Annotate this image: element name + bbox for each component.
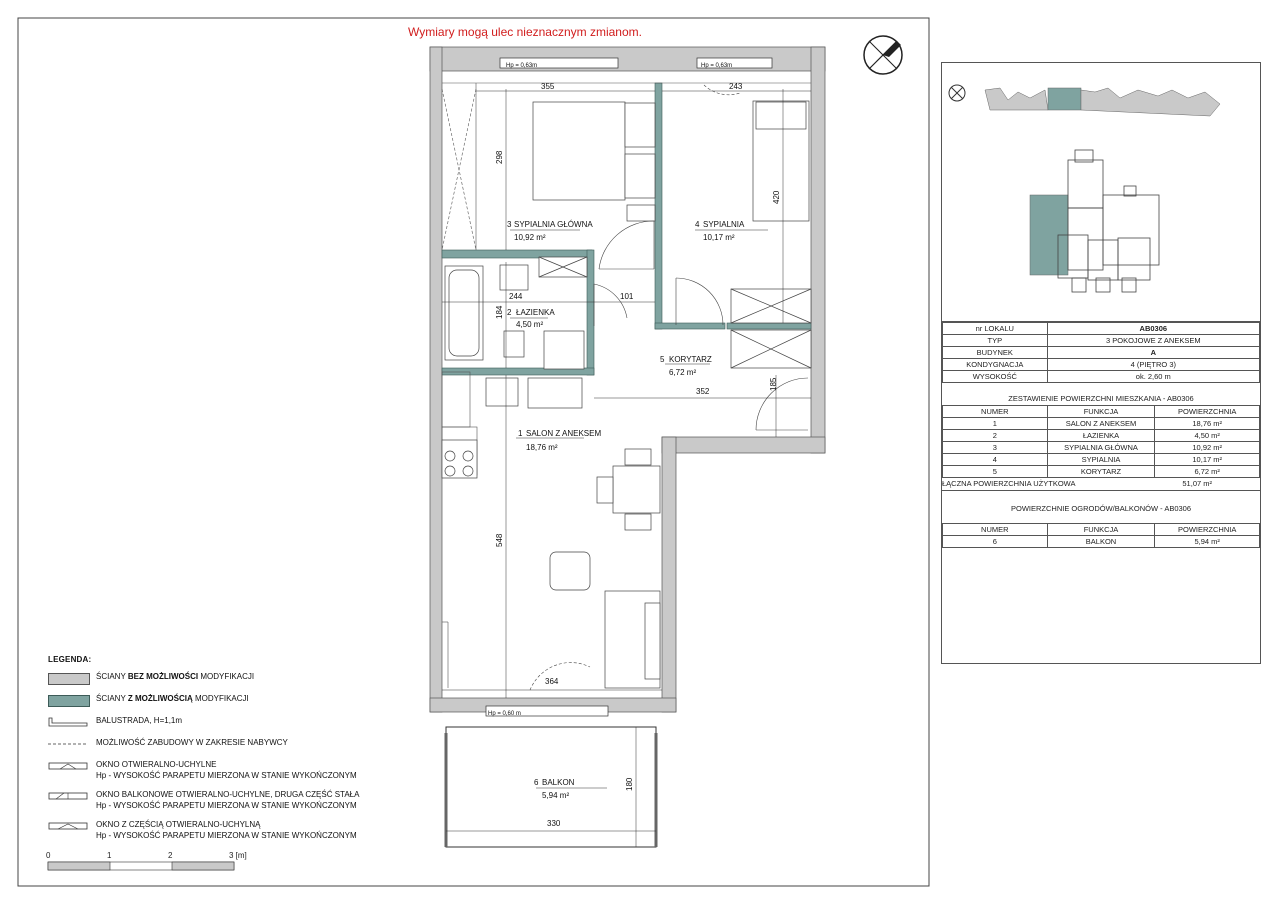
dim-101: 101	[620, 292, 634, 301]
table-header-row: NUMER FUNKCJA POWIERZCHNIA	[943, 406, 1260, 418]
legend-item-wall-fixed: ŚCIANY BEZ MOŻLIWOŚCI MODYFIKACJI	[48, 669, 408, 691]
room-1-name: SALON Z ANEKSEM	[526, 429, 602, 438]
armchair	[550, 552, 590, 590]
legend-item-wall-modifiable: ŚCIANY Z MOŻLIWOŚCIĄ MODYFIKACJI	[48, 691, 408, 713]
window-tilt-symbol-icon	[48, 761, 88, 771]
room-4-area: 10,17 m²	[703, 233, 735, 242]
table-row: 3 SYPIALNIA GŁÓWNA 10,92 m²	[943, 442, 1260, 454]
table-row: TYP 3 POKOJOWE Z ANEKSEM	[943, 335, 1260, 347]
legend	[48, 655, 408, 847]
room-6-name: BALKON	[542, 778, 575, 787]
sink	[500, 265, 528, 290]
dim-352: 352	[696, 387, 710, 396]
table-row: KONDYGNACJA 4 (PIĘTRO 3)	[943, 359, 1260, 371]
dim-548: 548	[495, 533, 504, 547]
partial-window-symbol-icon	[48, 821, 88, 831]
scale-label-0: 0	[46, 851, 51, 860]
double-bed	[533, 102, 625, 200]
apartment-info-panel	[941, 62, 1261, 664]
table-row: BUDYNEK A	[943, 347, 1260, 359]
room-6-area: 5,94 m²	[542, 791, 570, 800]
total-area-row	[942, 478, 1260, 491]
room-3-name: SYPIALNIA GŁÓWNA	[514, 220, 593, 229]
dim-298: 298	[495, 150, 504, 164]
balcony-table	[942, 523, 1260, 548]
room-1-area: 18,76 m²	[526, 443, 558, 452]
summary-title: ZESTAWIENIE POWIERZCHNI MIESZKANIA - AB0306	[1008, 394, 1194, 403]
table-row: nr LOKALU AB0306	[943, 323, 1260, 335]
dim-364: 364	[545, 677, 559, 686]
room-3-num: 3	[507, 220, 512, 229]
key-plan-area	[942, 63, 1260, 322]
furniture	[442, 101, 811, 688]
dim-330: 330	[547, 819, 561, 828]
washer	[544, 331, 584, 369]
dim-180: 180	[625, 777, 634, 791]
dim-244: 244	[509, 292, 523, 301]
window-label-3: Hp = 0,60 m	[488, 711, 521, 717]
legend-item-window1: OKNO OTWIERALNO-UCHYLNE Hp - WYSOKOŚĆ PARAPETU MIERZONA W STANIE WYKOŃCZONYM	[48, 757, 408, 787]
scale-bar	[48, 862, 234, 870]
room-2-area: 4,50 m²	[516, 320, 544, 329]
room-5-name: KORYTARZ	[669, 355, 712, 364]
dim-355: 355	[541, 82, 555, 91]
legend-item-window2: OKNO BALKONOWE OTWIERALNO-UCHYLNE, DRUGA CZĘŚĆ STAŁA Hp - WYSOKOŚĆ PARAPETU MIERZONA W STANIE WYKOŃCZONYM	[48, 787, 408, 817]
dashed-line-symbol-icon	[48, 739, 88, 749]
dim-420: 420	[772, 190, 781, 204]
window-label-1: Hp = 0,63m	[506, 63, 538, 69]
legend-item-window3: OKNO Z CZĘŚCIĄ OTWIERALNO-UCHYLNĄ Hp - WYSOKOŚĆ PARAPETU MIERZONA W STANIE WYKOŃCZONYM	[48, 817, 408, 847]
table-row: 2 ŁAZIENKA 4,50 m²	[943, 430, 1260, 442]
dim-184: 184	[495, 305, 504, 319]
total-area-label: ŁĄCZNA POWIERZCHNIA UŻYTKOWA	[942, 479, 1076, 488]
table-row: 4 SYPIALNIA 10,17 m²	[943, 454, 1260, 466]
balcony-title: POWIERZCHNIE OGRODÓW/BALKONÓW - AB0306	[1010, 504, 1192, 513]
wall-fixed-swatch	[48, 673, 90, 685]
room-1-num: 1	[518, 429, 523, 438]
room-2-num: 2	[507, 308, 512, 317]
toilet	[504, 331, 524, 357]
room-5-area: 6,72 m²	[669, 368, 697, 377]
wall-modifiable-swatch	[48, 695, 90, 707]
table-row: 1 SALON Z ANEKSEM 18,76 m²	[943, 418, 1260, 430]
area-summary-table	[942, 405, 1260, 478]
scale-label-2: 2	[168, 851, 173, 860]
balustrade-symbol-icon	[48, 717, 88, 727]
dim-185: 185	[769, 377, 778, 391]
table-row: WYSOKOŚĆ ok. 2,60 m	[943, 371, 1260, 383]
scale-label-1: 1	[107, 851, 112, 860]
dim-243: 243	[729, 82, 743, 91]
total-area-value: 51,07 m²	[1182, 479, 1212, 488]
room-4-name: SYPIALNIA	[703, 220, 745, 229]
legend-title: LEGENDA:	[48, 655, 92, 664]
room-5-num: 5	[660, 355, 665, 364]
table-row: 6 BALKON 5,94 m²	[943, 536, 1260, 548]
room-4-num: 4	[695, 220, 700, 229]
dining-table	[613, 466, 660, 513]
balcony-window-symbol-icon	[48, 791, 88, 801]
compass-icon	[864, 36, 902, 74]
scale-label-3: 3 [m]	[229, 851, 247, 860]
dimension-disclaimer: Wymiary mogą ulec nieznacznym zmianom.	[408, 25, 642, 39]
apartment-details-table	[942, 322, 1260, 383]
legend-item-balustrade: BALUSTRADA, H=1,1m	[48, 713, 408, 735]
table-row: 5 KORYTARZ 6,72 m²	[943, 466, 1260, 478]
room-3-area: 10,92 m²	[514, 233, 546, 242]
table-header-row: NUMER FUNKCJA POWIERZCHNIA	[943, 524, 1260, 536]
legend-item-built-in: MOŻLIWOŚĆ ZABUDOWY W ZAKRESIE NABYWCY	[48, 735, 408, 757]
window-label-2: Hp = 0,63m	[701, 63, 733, 69]
room-6-num: 6	[534, 778, 539, 787]
room-2-name: ŁAZIENKA	[516, 308, 555, 317]
